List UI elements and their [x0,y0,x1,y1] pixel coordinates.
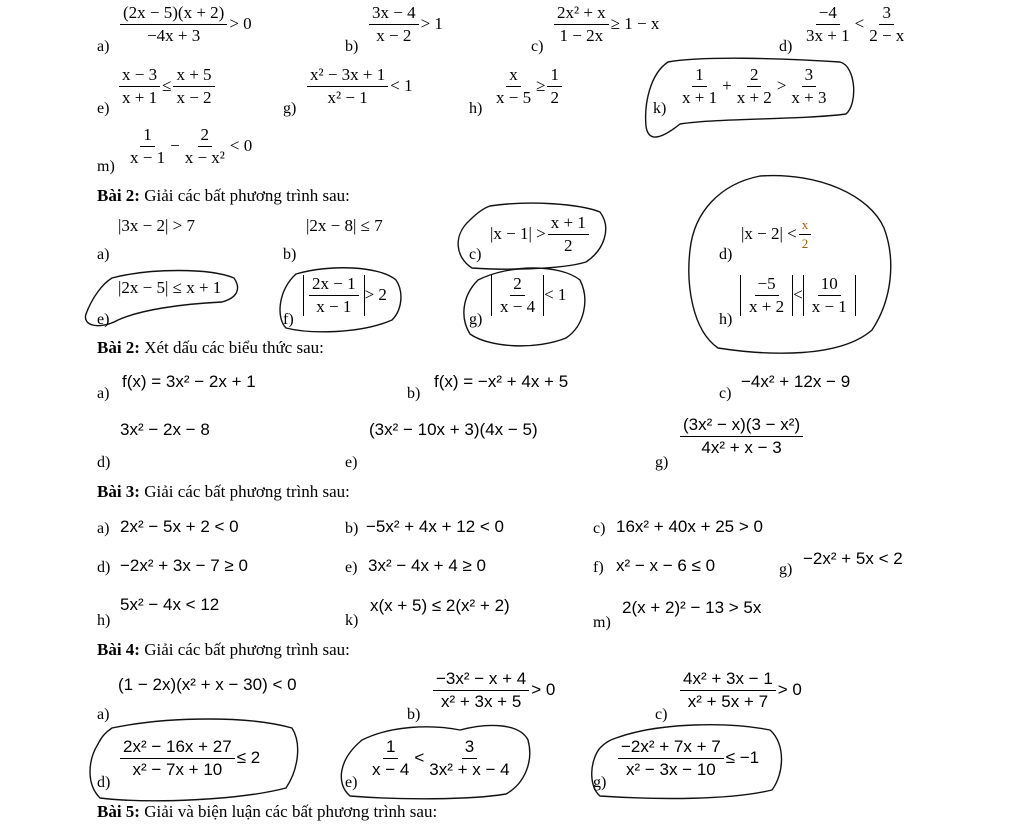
label-1f: f) [283,311,294,328]
expr-2c: −4x² + 12x − 9 [741,372,851,391]
expr-0d: $\frac{-4}{3x + 1}$ < $\frac{3}{2 - x}$ [806,3,905,45]
label-2g: g) [655,454,669,471]
label-2b: b) [407,385,421,402]
expr-0b: $\frac{3x - 4}{x - 2}$ > 1 [367,4,443,45]
section-heading-bai2a: Bài 2: Giải các bất phương trình sau: [97,186,350,205]
label-0a: a) [97,38,110,55]
label-3a: a) [97,520,110,537]
expr-1g: $\frac{2}{x - 4}$ < 1 [491,275,566,316]
expr-0h: $\frac{x}{x - 5}$ ≥ $\frac{1}{2}$ [491,66,564,107]
label-2c: c) [719,385,732,402]
label-0h: h) [469,100,483,117]
expr-4g: $\frac{\text{−2x² + 7x + 7}}{\text{x² − 3x − 10}}$ ≤ −1 [616,738,759,779]
section-heading-bai5: Bài 5: Giải và biện luận các bất phương trình sau: [97,802,438,821]
expr-4a: (1 − 2x)(x² + x − 30) < 0 [118,675,297,694]
label-4d: d) [97,774,111,791]
expr-3k: x(x + 5) ≤ 2(x² + 2) [370,596,510,615]
label-3k: k) [345,612,359,629]
label-3d: d) [97,559,111,576]
expr-4c: $\frac{\text{4x² + 3x − 1}}{\text{x² + 5x + 7}}$ > 0 [678,670,802,711]
expr-3h: 5x² − 4x < 12 [120,595,220,614]
label-4c: c) [655,706,668,723]
label-1h: h) [719,311,733,328]
expr-1e: |2x − 5| ≤ x + 1 [118,278,222,297]
expr-1c: |x − 1| > $\frac{x + 1}{2}$ [490,214,591,255]
label-1d: d) [719,246,733,263]
expr-2d: 3x² − 2x − 8 [120,420,210,439]
label-1g: g) [469,311,483,328]
expr-3c: 16x² + 40x + 25 > 0 [616,517,763,536]
label-2e: e) [345,454,358,471]
label-3c: c) [593,520,606,537]
label-0d: d) [779,38,793,55]
section-heading-bai3: Bài 3: Giải các bất phương trình sau: [97,482,350,501]
expr-0e: $\frac{x - 3}{x + 1}$ ≤ $\frac{x + 5}{x - 2}$ [117,66,217,107]
expr-0m: $\frac{1}{x - 1}$ − $\frac{2}{\text{x − x²}}$ < 0 [130,125,253,167]
expr-4b: $\frac{\text{−3x² − x + 4}}{\text{x² + 3x + 5}}$ > 0 [431,670,555,711]
label-3f: f) [593,559,604,576]
label-0c: c) [531,38,544,55]
label-3b: b) [345,520,359,537]
expr-3m: 2(x + 2)² − 13 > 5x [622,598,762,617]
expr-0g: $\frac{\text{x² − 3x + 1}}{\text{x² − 1}}$ < 1 [305,66,413,107]
label-4b: b) [407,706,421,723]
label-0g: g) [283,100,297,117]
label-0e: e) [97,100,110,117]
expr-3b: −5x² + 4x + 12 < 0 [366,517,504,536]
label-4a: a) [97,706,110,723]
expr-4e: $\frac{1}{x - 4}$ < $\frac{3}{\text{3x² + x − 4}}$ [372,737,510,779]
label-2d: d) [97,454,111,471]
expr-0a: $\frac{(2x - 5)(x + 2)}{-4x + 3}$ > 0 [118,4,252,45]
expr-3g: −2x² + 5x < 2 [803,549,903,568]
label-4e: e) [345,774,358,791]
expr-2g: $\frac{\text{(3x² − x)(3 − x²)}}{\text{4x² + x − 3}}$ [678,416,805,457]
expr-3f: x² − x − 6 ≤ 0 [616,556,716,575]
label-0k: k) [653,100,667,117]
expr-3e: 3x² − 4x + 4 ≥ 0 [368,556,487,575]
label-0m: m) [97,158,115,175]
label-3h: h) [97,612,111,629]
label-4g: g) [593,774,607,791]
expr-1h: $\frac{-5}{x + 2}$ < $\frac{10}{x - 1}$ [740,275,856,316]
expr-1f: $\frac{2x - 1}{x - 1}$ > 2 [303,275,387,316]
expr-3a: 2x² − 5x + 2 < 0 [120,517,239,536]
expr-4d: $\frac{\text{2x² − 16x + 27}}{\text{x² − 7x + 10}}$ ≤ 2 [118,738,260,779]
label-1c: c) [469,246,482,263]
expr-1b: |2x − 8| ≤ 7 [306,216,383,235]
expr-1a: |3x − 2| > 7 [118,216,195,235]
section-heading-bai4: Bài 4: Giải các bất phương trình sau: [97,640,350,659]
label-0b: b) [345,38,359,55]
expr-1d: |x − 2| < $\frac{x}{2}$ [741,218,813,250]
label-3g: g) [779,561,793,578]
label-2a: a) [97,385,110,402]
expr-2e: (3x² − 10x + 3)(4x − 5) [369,420,538,439]
expr-0c: $\frac{\text{2x² + x}}{1 - 2x}$ ≥ 1 − x [552,4,659,45]
label-1e: e) [97,311,110,328]
label-1a: a) [97,246,110,263]
expr-2b: f(x) = −x² + 4x + 5 [434,372,569,391]
label-3e: e) [345,559,358,576]
section-heading-bai2b: Bài 2: Xét dấu các biểu thức sau: [97,338,324,357]
expr-3d: −2x² + 3x − 7 ≥ 0 [120,556,248,575]
label-1b: b) [283,246,297,263]
expr-0k: $\frac{1}{x + 1}$ + $\frac{2}{x + 2}$ > $\frac{3}{x + 3}$ [682,65,827,107]
expr-2a: f(x) = 3x² − 2x + 1 [122,372,256,391]
label-3m: m) [593,614,611,631]
